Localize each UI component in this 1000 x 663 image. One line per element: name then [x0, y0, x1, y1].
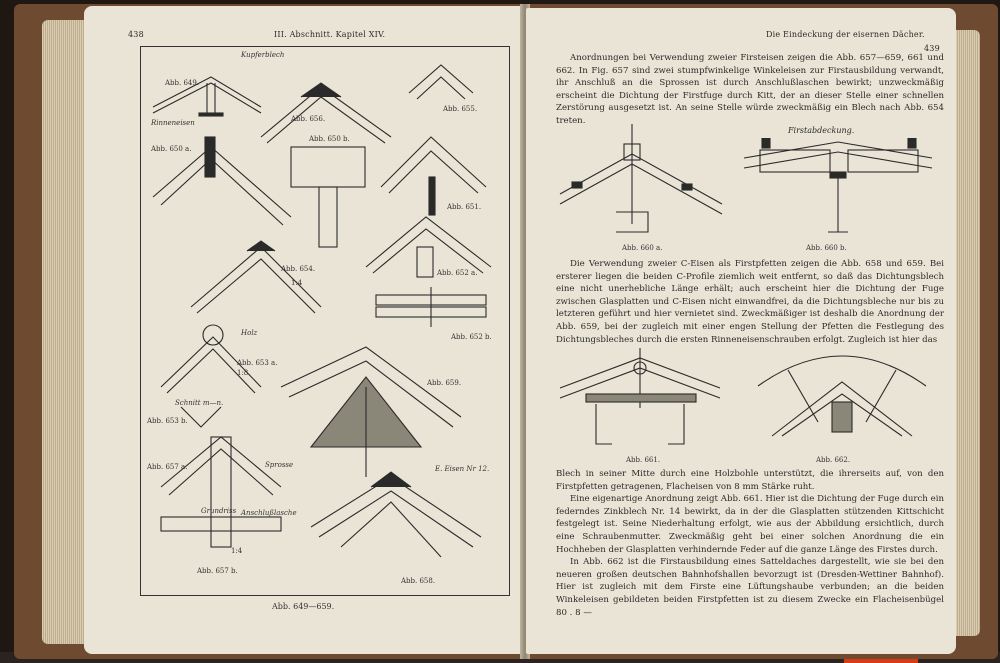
fig-label: Abb. 660 b.	[806, 244, 847, 252]
fig-label: Abb. 662.	[816, 456, 851, 464]
fig-label: Abb. 659.	[427, 379, 462, 387]
fig-label: Abb. 656.	[291, 115, 326, 123]
fig-label: Abb. 657 b.	[197, 567, 238, 575]
fig-scale: 1:8.	[237, 369, 251, 377]
fig-label: Abb. 653 a.	[237, 359, 278, 367]
plate-drawings	[141, 47, 509, 595]
sketch-note: E. Eisen Nr 12.	[435, 465, 490, 473]
fig-label: Abb. 661.	[626, 456, 661, 464]
fig-label: Abb. 653 b.	[147, 417, 188, 425]
figure-660b	[740, 138, 936, 238]
sketch-note: Kupferblech	[241, 51, 285, 59]
sketch-note: Grundriss	[201, 507, 237, 515]
fig-label: Abb. 651.	[447, 203, 482, 211]
left-page-number: 438	[128, 30, 144, 39]
fig-scale: 1:4	[291, 279, 303, 287]
figure-661	[556, 348, 724, 448]
fig-label: Abb. 657 a.	[147, 463, 188, 471]
left-page	[84, 6, 522, 654]
paragraph-block: Blech in seiner Mitte durch eine Holzbohle unterstützt, die ihrerseits auf, von den Firstpfetten getragenen, Flacheisen von 8 mm Stärke ruht. Eine eigenartige Anordnung zeigt Abb. 661. Hier ist die Dichtung der Fuge durch ein federndes Zinkblech Nr. 14 bewirkt, da in der die Glasplatten stützenden Kittschicht festgelegt ist. Seine Niederhaltung erfolgt, wie aus der Abbildung ersichtlich, durch eine Schraubenmutter. Zweckmäßig geht bei einer solchen Anordnung die ein Hochheben der Glasplatten verhindernde Feder auf die ganze Länge des Firstes durch. In Abb. 662 ist die Firstausbildung eines Satteldaches dargestellt, wie sie bei den neueren großen deutschen Bahnhofshallen bevorzugt ist (Dresden-Wettiner Bahnhof). Hier ist zugleich mit dem Firste eine Lüftungshaube verbunden; an die beiden Winkeleisen gebildeten beiden Firstpfetten ist zu diesem Zwecke ein Flacheisenbügel 80 . 8 —	[556, 469, 944, 618]
sketch-note: Holz	[241, 329, 258, 337]
fig-scale: 1:4	[231, 547, 243, 555]
figure-plate	[140, 46, 510, 596]
firstabdeckung-title: Firstabdeckung.	[788, 126, 855, 135]
paragraph: Die Verwendung zweier C-Eisen als Firstpfetten zeigen die Abb. 658 und 659. Bei ersterer liegen die beiden C-Profile ziemlich weit entfernt, so daß das Dichtungsblech eine nicht unerhebliche Länge erhält; auch erscheint hier die Dichtung der Fuge zwischen Glasplatten und C-Eisen nicht einwandfrei, da die Dichtungsbleche nur bis zu letzteren geführt und hier vernietet sind. Zweckmäßiger ist deshalb die Anordnung der Abb. 659, bei der zugleich mit einer engen Stellung der Pfetten die Festlegung des Dichtungsbleches durch die ersten Rinneneisenschrauben erfolgt. Zugleich ist hier das	[556, 259, 944, 345]
page-edges-right	[952, 30, 980, 636]
right-page	[526, 8, 956, 654]
fig-label: Abb. 658.	[401, 577, 436, 585]
fig-label: Abb. 650 a.	[151, 145, 192, 153]
figure-662	[748, 342, 936, 446]
plate-caption: Abb. 649—659.	[272, 602, 335, 611]
book	[14, 4, 998, 659]
page-edges-left	[42, 20, 88, 644]
fig-label: Abb. 654.	[281, 265, 316, 273]
fig-label: Abb. 660 a.	[622, 244, 663, 252]
paragraph: Anordnungen bei Verwendung zweier Firsteisen zeigen die Abb. 657—659, 661 und 662. In Fig. 657 sind zwei stumpfwinkelige Winkeleisen zur Firstausbildung verwandt, ihr Anschluß an die Sprossen ist durch Anschlußlaschen bewirkt; unzweckmäßig erscheint die Dichtung der Firstfuge durch Kitt, der an dieser Stelle einer schnellen Zerstörung ausgesetzt ist. An seine Stelle würde zweckmäßig ein Blech nach Abb. 654 treten.	[556, 53, 944, 126]
right-page-number: 439	[924, 44, 940, 53]
right-running-head: Die Eindeckung der eisernen Dächer.	[766, 30, 925, 39]
fig-label: Abb. 649.	[165, 79, 200, 87]
fig-label: Abb. 655.	[443, 105, 478, 113]
sketch-note: Rinneneisen	[151, 119, 195, 127]
fig-label: Abb. 652 a.	[437, 269, 478, 277]
sketch-note: Schnitt m—n.	[175, 399, 224, 407]
sketch-note: Anschlußlasche	[241, 509, 297, 517]
left-running-head: III. Abschnitt. Kapitel XIV.	[274, 30, 386, 39]
fig-label: Abb. 650 b.	[309, 135, 350, 143]
figure-660a	[552, 124, 738, 242]
fig-label: Abb. 652 b.	[451, 333, 492, 341]
sketch-note: Sprosse	[265, 461, 294, 469]
